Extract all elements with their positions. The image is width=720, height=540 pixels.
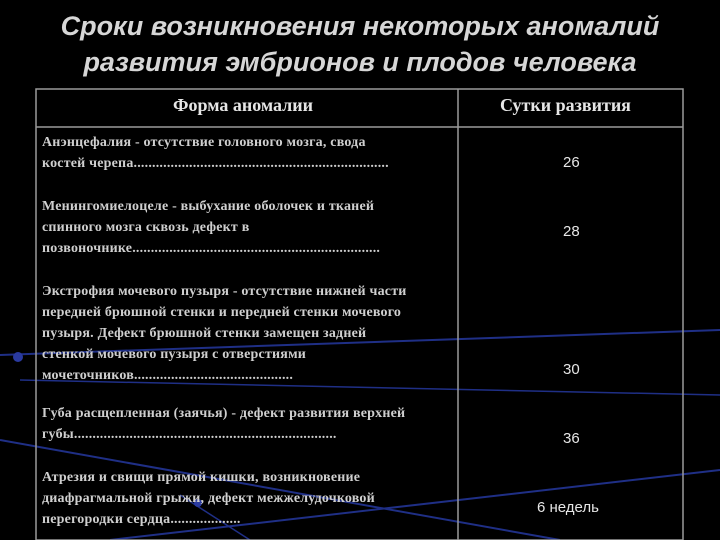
row-anomaly-text: Анэнцефалия - отсутствие головного мозга, свода костей черепа..................................................................... [42, 135, 389, 171]
row-days-value: 6 недель [537, 499, 599, 516]
title-line-1: Сроки возникновения некоторых аномалий [60, 11, 660, 41]
row-anomaly-text: Экстрофия мочевого пузыря - отсутствие нижней части передней брюшной стенки и передней стенки мочевого пузыря. Дефект брюшной стенки замещен задней стенкой мочевого пузыря с отверстиями мочеточников........................................... [42, 284, 407, 383]
column-header-anomaly: Форма аномалии [173, 95, 314, 115]
column-header-days: Сутки развития [500, 95, 631, 115]
row-days-value: 36 [563, 430, 580, 447]
decor-dot [13, 352, 23, 362]
row-days-value: 28 [563, 223, 580, 240]
slide-title [0, 8, 720, 80]
row-anomaly-text: Атрезия и свищи прямой кишки, возникновение диафрагмальной грыжи, дефект межжелудочковой перегородки сердца................... [42, 470, 375, 527]
row-days-value: 30 [563, 361, 580, 378]
title-line-2: развития эмбрионов и плодов человека [83, 47, 637, 77]
row-anomaly-text: Менингомиелоцеле - выбухание оболочек и тканей спинного мозга сквозь дефект в позвоночнике................................................................... [42, 199, 381, 256]
row-days-value: 26 [563, 154, 580, 171]
row-anomaly-text: Губа расщепленная (заячья) - дефект развития верхней губы....................................................................... [42, 406, 406, 442]
